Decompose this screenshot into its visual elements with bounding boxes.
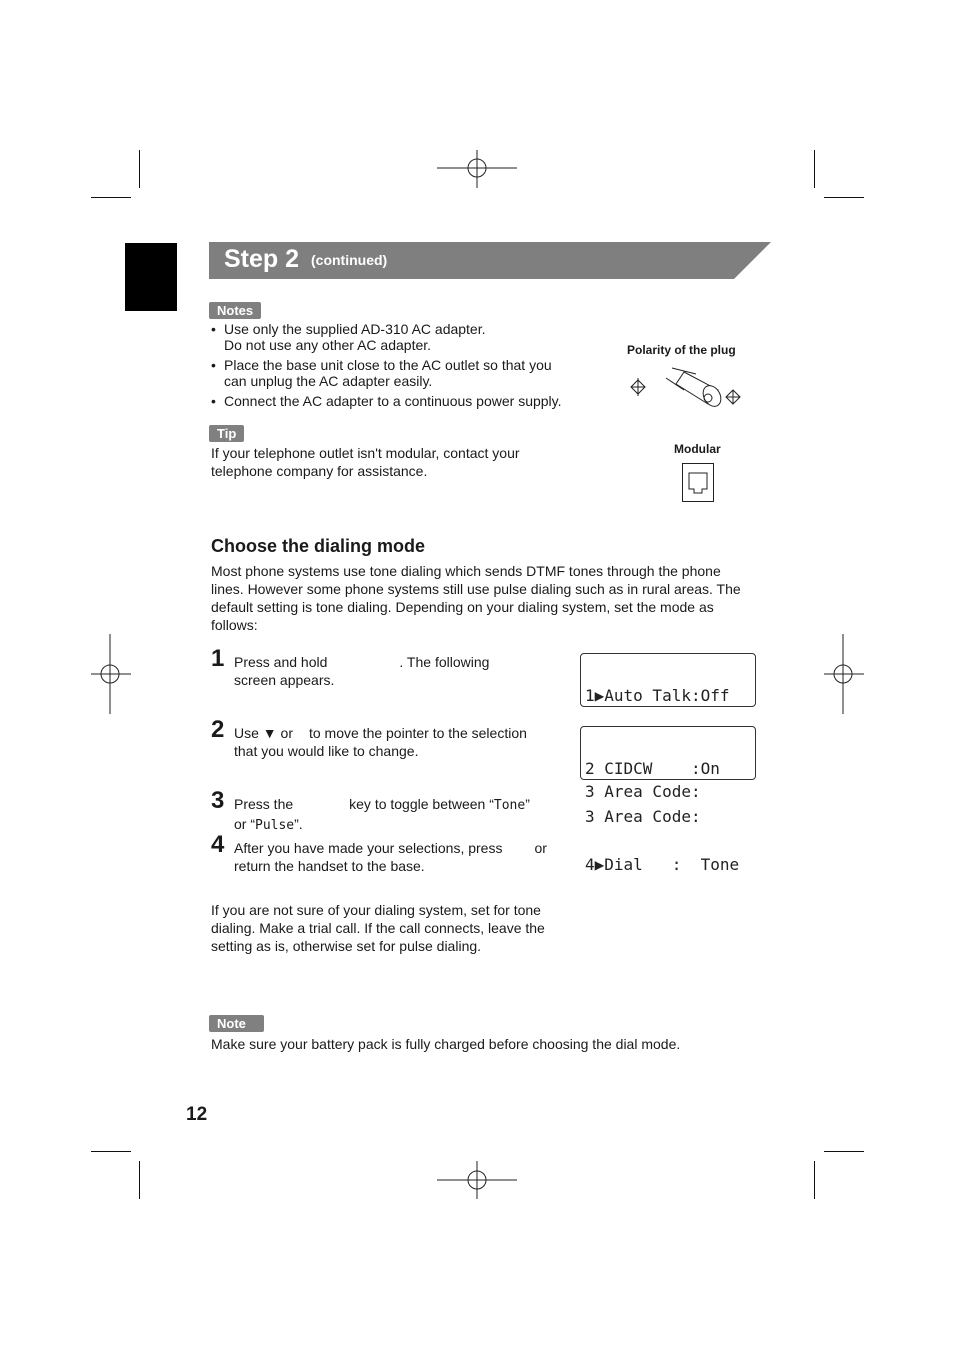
- crop-mark: [814, 1161, 815, 1199]
- list-item: • Place the base unit close to the AC outlet so that you can unplug the AC adapter easily.: [211, 357, 574, 389]
- section-tab: [125, 243, 177, 311]
- list-item: • Connect the AC adapter to a continuous power supply.: [211, 393, 591, 409]
- polarity-label: Polarity of the plug: [627, 343, 736, 357]
- note-text: Make sure your battery pack is fully charged before choosing the dial mode.: [211, 1036, 681, 1052]
- lcd-line: 3 Area Code:: [585, 782, 701, 801]
- step-banner: [209, 242, 771, 279]
- step-number: 1: [211, 645, 225, 672]
- modular-jack-icon: [682, 463, 715, 503]
- step-text: Press the key to toggle between “Tone” or “Pulse”.: [234, 796, 530, 833]
- page-subtitle: (continued): [311, 252, 388, 268]
- registration-mark-icon: [437, 1161, 517, 1201]
- note-label: Note: [209, 1015, 264, 1032]
- step-number: 3: [211, 787, 225, 814]
- tip-label: Tip: [209, 425, 244, 442]
- advice-text: If you are not sure of your dialing system, set for tone dialing. Make a trial call. If the call connects, leave the setting as is, otherwise set for pulse dialing.: [211, 902, 545, 954]
- lcd-line: 3 Area Code:: [585, 807, 701, 826]
- crop-mark: [91, 197, 131, 198]
- lcd-line: 2 CIDCW :On: [585, 759, 720, 778]
- section-title: Choose the dialing mode: [211, 536, 426, 556]
- step-number: 4: [211, 831, 225, 858]
- crop-mark: [91, 1151, 131, 1152]
- crop-mark: [814, 150, 815, 188]
- registration-mark-icon: [437, 150, 517, 190]
- lcd-line: 1▶Auto Talk:Off: [585, 686, 730, 705]
- lcd-screen: [580, 726, 756, 874]
- lcd-line: 4▶Dial : Tone: [585, 855, 740, 874]
- tip-text: If your telephone outlet isn't modular, contact your telephone company for assistance.: [211, 445, 520, 479]
- crop-mark: [824, 1151, 864, 1152]
- crop-mark: [824, 197, 864, 198]
- list-item: • Use only the supplied AD-310 AC adapter. Do not use any other AC adapter.: [211, 321, 504, 353]
- crop-mark: [139, 1161, 140, 1199]
- notes-label: Notes: [209, 302, 261, 319]
- step-text: Use ▼ or to move the pointer to the selection that you would like to change.: [234, 725, 527, 759]
- crop-mark: [139, 150, 140, 188]
- modular-label: Modular: [674, 442, 721, 456]
- step-number: 2: [211, 716, 225, 743]
- registration-mark-icon: [824, 634, 864, 714]
- plug-polarity-icon: [628, 362, 744, 412]
- registration-mark-icon: [91, 634, 131, 714]
- page-title: Step 2: [224, 245, 300, 273]
- step-text: Press and hold . The following screen appears.: [234, 654, 490, 688]
- step-text: After you have made your selections, press or return the handset to the base.: [234, 840, 547, 874]
- section-intro: Most phone systems use tone dialing which sends DTMF tones through the phone lines. However some phone systems still use pulse dialing such as in rural areas. The default setting is tone dialing. Depending on your dialing system, set the mode as follows:: [211, 563, 741, 633]
- page-number: 12: [186, 1104, 208, 1125]
- notes-list: [211, 321, 591, 413]
